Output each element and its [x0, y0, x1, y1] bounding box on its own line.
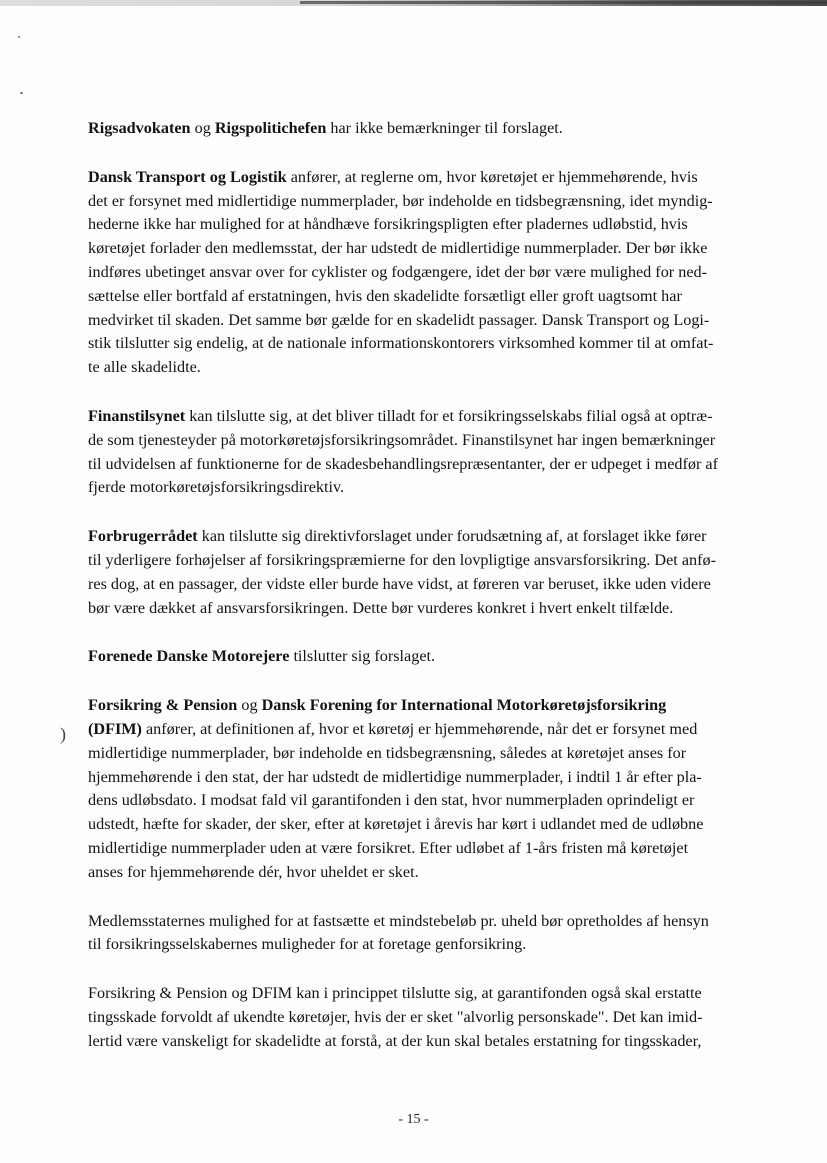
text-line — [88, 742, 738, 766]
text-line — [88, 190, 738, 214]
paragraph — [88, 982, 738, 1053]
text-run: køretøjet forlader den medlemsstat, der har udstedt de midlertidige nummerplader. Der bør ikke — [88, 239, 708, 258]
text-run: har ikke bemærkninger til forslaget. — [326, 119, 563, 137]
text-run: hederne ikke har mulighed for at håndhæve forsikringspligten efter pladernes udløbstid, hvis — [88, 215, 688, 234]
paragraph — [88, 166, 738, 380]
text-line — [88, 117, 738, 141]
bold-organization-name: Finanstilsynet — [88, 406, 186, 425]
text-run: midlertidige nummerplader uden at være forsikret. Efter udløbet af 1-års fristen må køretøjet — [88, 838, 689, 857]
paragraph — [88, 694, 738, 884]
bold-organization-name: Rigspolitichefen — [214, 119, 327, 137]
paragraph — [88, 525, 738, 620]
text-line — [88, 549, 738, 573]
bold-organization-name: Forsikring & Pension — [88, 696, 238, 715]
text-run: anfører, at definitionen af, hvor et køretøj er hjemmehørende, når det er forsynet med — [141, 719, 698, 738]
text-line — [88, 429, 738, 453]
text-run: bør være dækket af ansvarsforsikringen. Dette bør vurderes konkret i hvert enkelt tilfælde. — [88, 598, 674, 617]
text-line — [88, 356, 738, 380]
bold-organization-name: (DFIM) — [88, 719, 142, 738]
text-line — [88, 645, 738, 669]
text-run: lertid være vanskeligt for skadelidte at forstå, at der kun skal betales erstatning for tingsskader, — [88, 1031, 702, 1050]
scan-speck — [18, 36, 20, 38]
text-line — [88, 476, 738, 500]
text-line — [88, 405, 738, 429]
text-line — [88, 573, 738, 597]
text-line — [88, 309, 738, 333]
text-run: fjerde motorkøretøjsforsikringsdirektiv. — [88, 478, 345, 497]
bold-organization-name: Dansk Transport og Logistik — [88, 167, 287, 186]
bold-organization-name: Forbrugerrådet — [88, 527, 198, 546]
text-line — [88, 1030, 738, 1054]
text-line — [88, 789, 738, 813]
text-line — [88, 837, 738, 861]
page-number: - 15 - — [398, 1112, 429, 1127]
text-run: udstedt, hæfte for skader, der sker, efter at køretøjet i årevis har kørt i udlandet med de udløbne — [88, 815, 704, 834]
text-line — [88, 525, 738, 549]
text-line — [88, 982, 738, 1006]
text-run: til udvidelsen af funktionerne for de skadesbehandlingsrepræsentanter, der er udpeget i medfør af — [88, 454, 718, 473]
text-line — [88, 453, 738, 477]
text-line — [88, 285, 738, 309]
text-line — [88, 261, 738, 285]
text-run: og — [237, 696, 262, 715]
text-line — [88, 718, 738, 742]
paragraph — [88, 910, 738, 958]
text-line — [88, 694, 738, 718]
text-run: til forsikringsselskabernes muligheder for at foretage genforsikring. — [88, 935, 527, 954]
text-run: tingsskade forvoldt af ukendte køretøjer, hvis der er sket "alvorlig personskade". Det kan imid- — [88, 1007, 703, 1026]
text-line — [88, 813, 738, 837]
text-run: hjemmehørende i den stat, der har udstedt de midlertidige nummerplader, i indtil 1 år efter pla- — [88, 767, 702, 786]
text-run: og — [190, 119, 215, 137]
text-line — [88, 766, 738, 790]
paragraph — [88, 645, 738, 669]
text-run: sættelse eller bortfald af erstatningen, hvis den skadelidte forsætligt eller groft uagtsomt har — [88, 286, 682, 305]
text-run: til yderligere forhøjelser af forsikringspræmierne for den lovpligtige ansvarsforsikring. Det anfø- — [88, 550, 716, 569]
text-run: dens udløbsdato. I modsat fald vil garantifonden i den stat, hvor nummerpladen oprindeligt er — [88, 791, 695, 810]
text-run: anfører, at reglerne om, hvor køretøjet er hjemmehørende, hvis — [286, 167, 698, 186]
scan-speck — [20, 92, 23, 94]
bold-organization-name: Rigsadvokaten — [88, 119, 191, 137]
text-run: medvirket til skaden. Det samme bør gælde for en skadelidt passager. Dansk Transport og Logi- — [88, 310, 710, 329]
text-run: midlertidige nummerplader, bør indeholde en tidsbegrænsning, således at køretøjet anses for — [88, 743, 687, 762]
bold-organization-name: Dansk Forening for International Motorkøretøjsforsikring — [261, 696, 667, 715]
text-line — [88, 861, 738, 885]
text-run: kan tilslutte sig direktivforslaget under forudsætning af, at forslaget ikke fører — [197, 527, 707, 546]
text-line — [88, 332, 738, 356]
text-run: det er forsynet med midlertidige nummerplader, bør indeholde en tidsbegrænsning, idet myndig- — [88, 191, 713, 210]
text-run: stik tilslutter sig endelig, at de nationale informationskontorers virksomhed kommer til at omfat- — [88, 334, 714, 353]
text-run: te alle skadelidte. — [88, 358, 201, 377]
paragraph — [88, 405, 738, 500]
text-run: Medlemsstaternes mulighed for at fastsætte et mindstebeløb pr. uheld bør opretholdes af hensyn — [88, 911, 709, 930]
paragraph — [88, 117, 738, 141]
text-line — [88, 1006, 738, 1030]
text-run: res dog, at en passager, der vidste eller burde have vidst, at føreren var beruset, ikke uden videre — [88, 574, 711, 593]
text-line — [88, 166, 738, 190]
text-run: kan tilslutte sig, at det bliver tilladt for et forsikringsselskabs filial også at optræ- — [185, 406, 713, 425]
scan-edge-artifact-dark — [300, 1, 827, 4]
margin-mark: ) — [60, 724, 66, 744]
text-line — [88, 237, 738, 261]
text-line — [88, 933, 738, 957]
text-line — [88, 910, 738, 934]
document-body — [88, 117, 738, 1079]
text-run: Forsikring & Pension og DFIM kan i princippet tilslutte sig, at garantifonden også skal erstatte — [88, 984, 702, 1003]
text-run: de som tjenesteyder på motorkøretøjsforsikringsområdet. Finanstilsynet har ingen bemærkninger — [88, 430, 716, 449]
text-line — [88, 213, 738, 237]
bold-organization-name: Forenede Danske Motorejere — [88, 647, 290, 666]
text-run: indføres ubetinget ansvar over for cyklister og fodgængere, idet der bør være mulighed for ned- — [88, 262, 707, 281]
text-run: tilslutter sig forslaget. — [289, 647, 436, 666]
text-run: anses for hjemmehørende dér, hvor uheldet er sket. — [88, 862, 419, 881]
text-line — [88, 597, 738, 621]
